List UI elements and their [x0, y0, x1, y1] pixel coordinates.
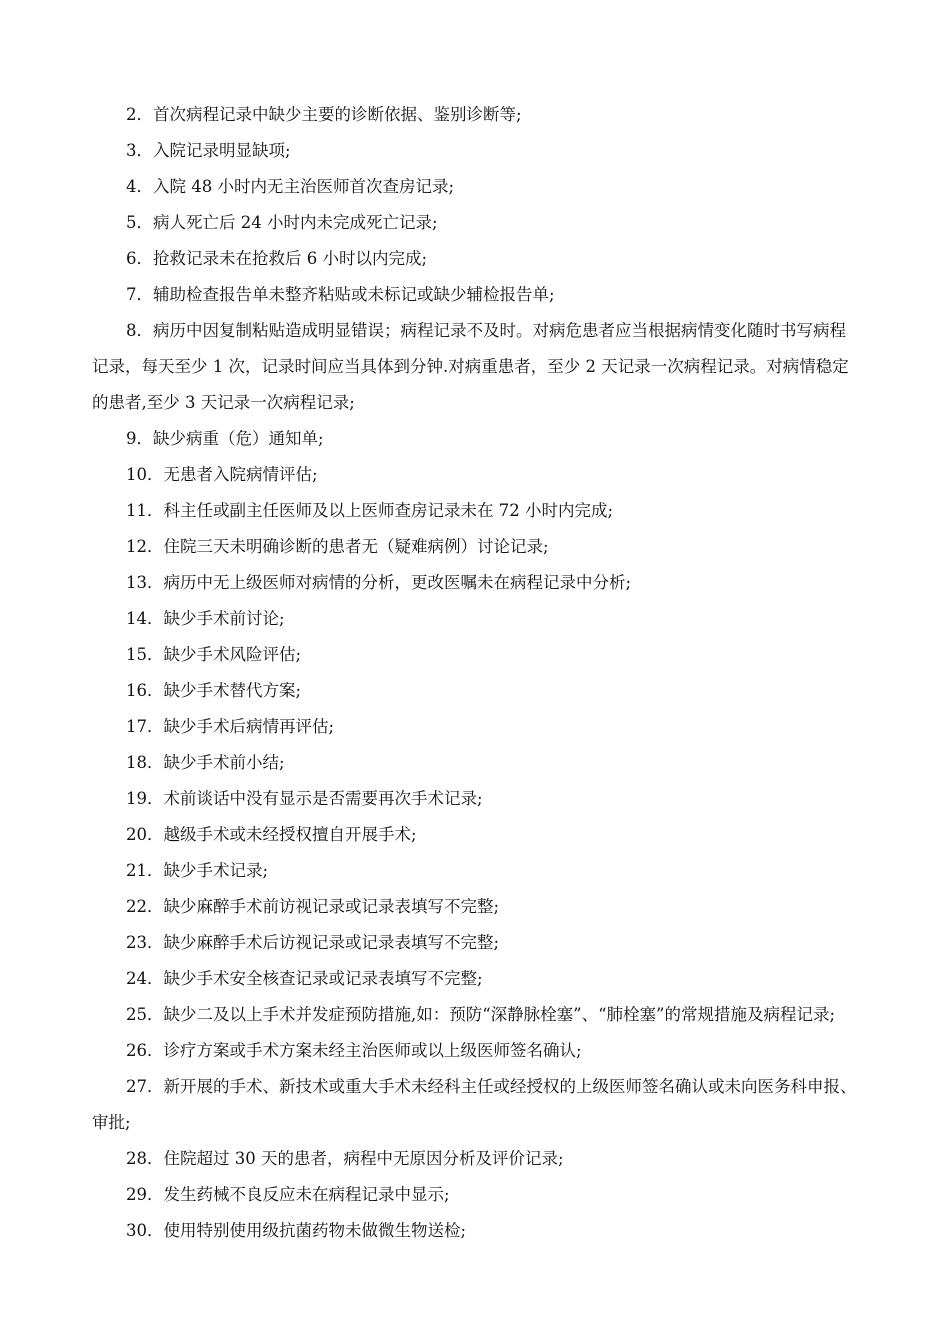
item-text: 入院 48 小时内无主治医师首次查房记录;	[153, 177, 455, 196]
item-number: 22．	[126, 897, 164, 916]
item-text: 缺少手术安全核查记录或记录表填写不完整;	[163, 969, 483, 988]
item-text: 首次病程记录中缺少主要的诊断依据、鉴别诊断等;	[153, 105, 522, 124]
item-text: 病人死亡后 24 小时内未完成死亡记录;	[153, 213, 438, 232]
item-number: 2．	[126, 105, 153, 124]
item-number: 17．	[126, 717, 164, 736]
item-number: 8．	[126, 321, 153, 340]
list-item	[92, 745, 860, 781]
list-item	[92, 781, 860, 817]
item-text: 抢救记录未在抢救后 6 小时以内完成;	[153, 249, 428, 268]
item-text: 缺少病重（危）通知单;	[153, 429, 324, 448]
item-number: 20．	[126, 825, 164, 844]
item-text: 术前谈话中没有显示是否需要再次手术记录;	[163, 789, 483, 808]
list-item	[92, 673, 860, 709]
item-number: 28．	[126, 1149, 164, 1168]
list-item	[92, 637, 860, 673]
item-number: 4．	[126, 177, 153, 196]
item-number: 21．	[126, 861, 164, 880]
item-number: 29．	[126, 1185, 164, 1204]
list-item	[92, 997, 860, 1033]
item-number: 27．	[126, 1077, 164, 1096]
list-item	[92, 457, 860, 493]
item-number: 5．	[126, 213, 153, 232]
item-text: 病历中无上级医师对病情的分析，更改医嘱未在病程记录中分析;	[163, 573, 632, 592]
item-text: 越级手术或未经授权擅自开展手术;	[163, 825, 417, 844]
list-item	[92, 1033, 860, 1069]
item-number: 10．	[126, 465, 164, 484]
document-body	[92, 97, 860, 1249]
list-item	[92, 709, 860, 745]
item-number: 15．	[126, 645, 164, 664]
list-item	[92, 817, 860, 853]
item-text: 住院三天未明确诊断的患者无（疑难病例）讨论记录;	[163, 537, 549, 556]
item-text: 缺少手术替代方案;	[163, 681, 302, 700]
item-number: 24．	[126, 969, 164, 988]
item-number: 16．	[126, 681, 164, 700]
list-item	[92, 97, 860, 133]
item-number: 13．	[126, 573, 164, 592]
item-number: 6．	[126, 249, 153, 268]
item-text: 发生药械不良反应未在病程记录中显示;	[163, 1185, 450, 1204]
item-number: 14．	[126, 609, 164, 628]
item-text: 缺少手术后病情再评估;	[163, 717, 335, 736]
list-item	[92, 241, 860, 277]
list-item	[92, 925, 860, 961]
list-item	[92, 421, 860, 457]
item-text: 缺少麻醉手术前访视记录或记录表填写不完整;	[163, 897, 500, 916]
item-text: 缺少麻醉手术后访视记录或记录表填写不完整;	[163, 933, 500, 952]
item-text: 缺少手术前讨论;	[163, 609, 285, 628]
list-item	[92, 493, 860, 529]
list-item	[92, 133, 860, 169]
item-number: 11．	[126, 501, 164, 520]
list-item	[92, 565, 860, 601]
list-item	[92, 1213, 860, 1249]
item-number: 18．	[126, 753, 164, 772]
item-text: 缺少手术前小结;	[163, 753, 285, 772]
item-text: 病历中因复制粘贴造成明显错误；病程记录不及时。对病危患者应当根据病情变化随时书写病程记录，每天至少 1 次，记录时间应当具体到分钟.对病重患者，至少 2 天记录一次病程记录。对病情稳定的患者,至少 3 天记录一次病程记录;	[92, 321, 849, 412]
item-text: 辅助检查报告单未整齐粘贴或未标记或缺少辅检报告单;	[153, 285, 555, 304]
item-number: 7．	[126, 285, 153, 304]
item-text: 诊疗方案或手术方案未经主治医师或以上级医师签名确认;	[163, 1041, 582, 1060]
item-number: 23．	[126, 933, 164, 952]
item-text: 新开展的手术、新技术或重大手术未经科主任或经授权的上级医师签名确认或未向医务科申报、审批;	[92, 1077, 857, 1132]
list-item	[92, 1177, 860, 1213]
item-text: 缺少二及以上手术并发症预防措施,如：预防“深静脉栓塞”、“肺栓塞”的常规措施及病程记录;	[163, 1005, 836, 1024]
list-item	[92, 313, 860, 421]
item-number: 9．	[126, 429, 153, 448]
item-text: 科主任或副主任医师及以上医师查房记录未在 72 小时内完成;	[163, 501, 614, 520]
item-text: 使用特别使用级抗菌药物未做微生物送检;	[163, 1221, 467, 1240]
list-item	[92, 961, 860, 997]
list-item	[92, 1141, 860, 1177]
item-number: 25．	[126, 1005, 164, 1024]
list-item	[92, 889, 860, 925]
list-item	[92, 601, 860, 637]
list-item	[92, 205, 860, 241]
item-number: 12．	[126, 537, 164, 556]
item-text: 入院记录明显缺项;	[153, 141, 291, 160]
item-number: 30．	[126, 1221, 164, 1240]
item-number: 19．	[126, 789, 164, 808]
item-text: 无患者入院病情评估;	[163, 465, 318, 484]
item-number: 3．	[126, 141, 153, 160]
list-item	[92, 853, 860, 889]
item-text: 住院超过 30 天的患者，病程中无原因分析及评价记录;	[163, 1149, 564, 1168]
item-text: 缺少手术风险评估;	[163, 645, 302, 664]
item-text: 缺少手术记录;	[163, 861, 269, 880]
list-item	[92, 529, 860, 565]
list-item	[92, 169, 860, 205]
item-number: 26．	[126, 1041, 164, 1060]
list-item	[92, 277, 860, 313]
list-item	[92, 1069, 860, 1141]
